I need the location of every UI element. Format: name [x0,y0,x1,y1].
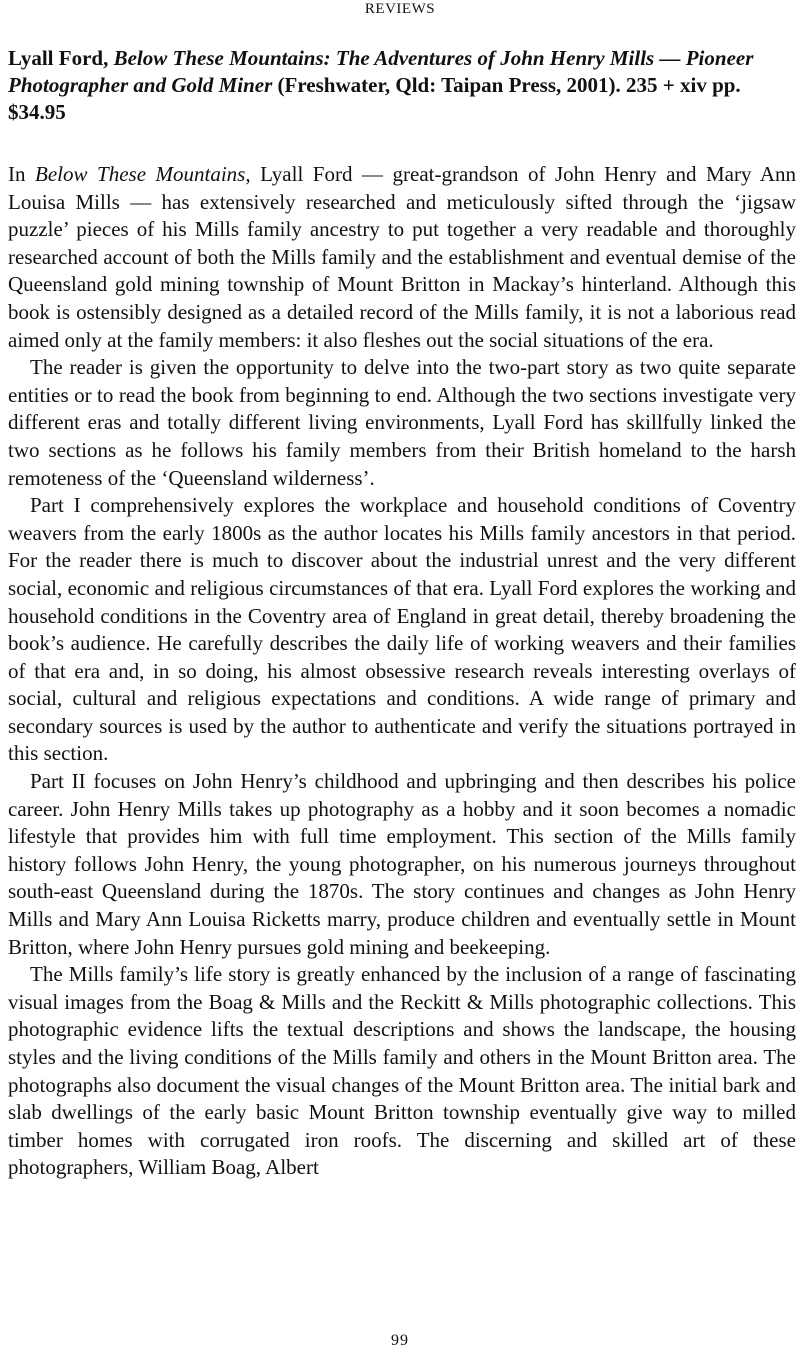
citation-title: Below These Mountains: The Adventures of John Henry Mills — Pioneer Photographer and Gold Miner [8,46,754,97]
paragraph-1-book-title: Below These Mountains [35,162,246,186]
page-number: 99 [391,1332,409,1349]
review-body [8,161,796,1182]
running-head: REVIEWS [364,1,436,17]
paragraph-2: The reader is given the opportunity to delve into the two-part story as two quite separate entities or to read the book from beginning to end. Although the two sections investigate very different eras and totally different living environments, Lyall Ford has skillfully linked the two sections as he follows his family members from their British homeland to the harsh remoteness of the ‘Queensland wilderness’. [8,355,796,490]
citation-author: Lyall Ford, [8,46,114,70]
paragraph-1 [8,161,796,354]
paragraph-1-prefix: In [8,162,36,186]
paragraph-3: Part I comprehensively explores the workplace and household conditions of Coventry weavers from the early 1800s as the author locates his Mills family ancestors in that period. For the reader there is much to discover about the industrial unrest and the very different social, economic and religious circumstances of that era. Lyall Ford explores the working and household conditions in the Coventry area of England in great detail, thereby broadening the book’s audience. He carefully describes the daily life of working weavers and their families of that era and, in so doing, his almost obsessive research reveals interesting overlays of social, cultural and religious expectations and conditions. A wide range of primary and secondary sources is used by the author to authenticate and verify the situations portrayed in this section. [8,493,796,766]
paragraph-1-text: , Lyall Ford — great-grandson of John Henry and Mary Ann Louisa Mills — has extensively researched and meticulously sifted through the ‘jigsaw puzzle’ pieces of his Mills family ancestry to put together a very readable and thoroughly researched account of both the Mills family and the establishment and eventual demise of the Queensland gold mining township of Mount Britton in Mackay’s hinterland. Although this book is ostensibly designed as a detailed record of the Mills family, it is not a laborious read aimed only at the family members: it also fleshes out the social situations of the era. [8,162,796,352]
citation-publication: (Freshwater, Qld: Taipan Press, 2001). 235 + xiv pp. $34.95 [8,73,741,124]
review-citation [8,45,794,126]
paragraph-4: Part II focuses on John Henry’s childhood and upbringing and then describes his police career. John Henry Mills takes up photography as a hobby and it soon becomes a nomadic lifestyle that provides him with full time employment. This section of the Mills family history follows John Henry, the young photographer, on his numerous journeys throughout south-east Queensland during the 1870s. The story continues and changes as John Henry Mills and Mary Ann Louisa Ricketts marry, produce children and eventually settle in Mount Britton, where John Henry pursues gold mining and beekeeping. [8,769,796,959]
paragraph-5: The Mills family’s life story is greatly enhanced by the inclusion of a range of fascinating visual images from the Boag & Mills and the Reckitt & Mills photographic collections. This photographic evidence lifts the textual descriptions and shows the landscape, the housing styles and the living conditions of the Mills family and others in the Mount Britton area. The photographs also document the visual changes of the Mount Britton area. The initial bark and slab dwellings of the early basic Mount Britton township eventually give way to milled timber homes with corrugated iron roofs. The discerning and skilled art of these photographers, William Boag, Albert [8,962,796,1180]
